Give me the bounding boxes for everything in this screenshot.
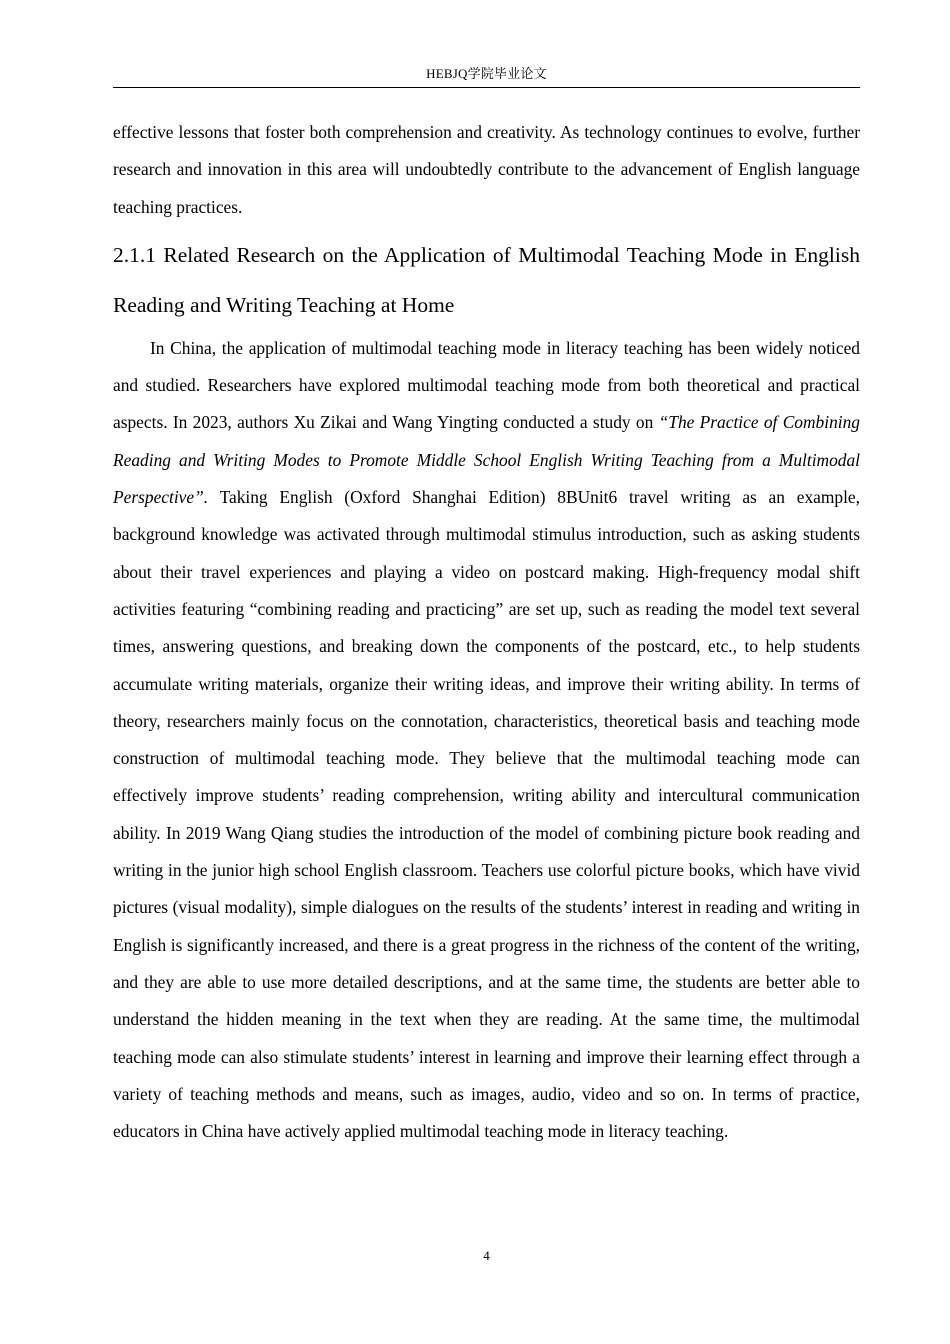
section-heading: 2.1.1 Related Research on the Application of Multimodal Teaching Mode in English Reading and Writing Teaching at Home xyxy=(113,242,860,317)
paragraph-text-after-citation: Taking English (Oxford Shanghai Edition) 8BUnit6 travel writing as an example, background knowledge was activated through multimodal stimulus introduction, such as asking students about their travel experiences and playing a video on postcard making. High-frequency modal shift activities featuring “combining reading and practicing” are set up, such as reading the model text several times, answering questions, and breaking down the components of the postcard, etc., to help students accumulate writing materials, organize their writing ideas, and improve their writing ability. In terms of theory, researchers mainly focus on the connotation, characteristics, theoretical basis and teaching mode construction of multimodal teaching mode. They believe that the multimodal teaching mode can effectively improve students’ reading comprehension, writing ability and intercultural communication ability. In 2019 Wang Qiang studies the introduction of the model of combining picture book reading and writing in the junior high school English classroom. Teachers use colorful picture books, which have vivid pictures (visual modality), simple dialogues on the results of the students’ interest in reading and writing in English is significantly increased, and there is a great progress in the richness of the content of the writing, and they are able to use more detailed descriptions, and at the same time, the students are better able to understand the hidden meaning in the text when they are reading. At the same time, the multimodal teaching mode can also stimulate students’ interest in learning and improve their learning effect through a variety of teaching methods and means, such as images, audio, video and so on. In terms of practice, educators in China have actively applied multimodal teaching mode in literacy teaching. xyxy=(113,487,860,1142)
citation-title: “The Practice of Combining Reading and Writing Modes to Promote Middle School English Writing Teaching from a Multimodal Perspective”. xyxy=(113,412,860,508)
page-number: 4 xyxy=(483,1248,490,1263)
running-header: HEBJQ学院毕业论文 xyxy=(426,66,547,81)
body-paragraph xyxy=(113,330,860,1151)
continuation-paragraph: effective lessons that foster both comprehension and creativity. As technology continues to evolve, further research and innovation in this area will undoubtedly contribute to the advancement of English language teaching practices. xyxy=(113,122,860,217)
body-text xyxy=(113,114,860,1150)
header-rule xyxy=(113,87,860,88)
paragraph-text-before-citation: In China, the application of multimodal teaching mode in literacy teaching has been widely noticed and studied. Researchers have explored multimodal teaching mode from both theoretical and practical aspects. In 2023, authors Xu Zikai and Wang Yingting conducted a study on xyxy=(113,337,860,433)
